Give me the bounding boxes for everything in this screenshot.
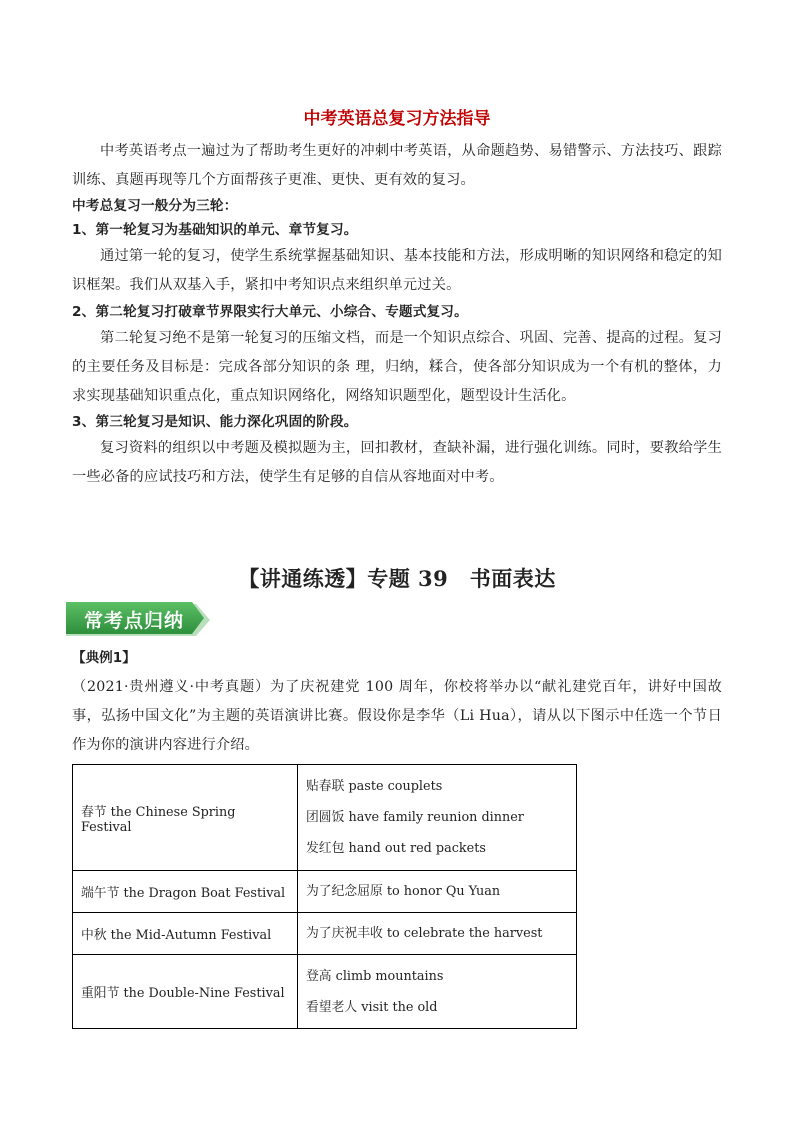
round2-heading: 2、第二轮复习打破章节界限实行大单元、小综合、专题式复习。 [72, 304, 468, 320]
festival-activities-cell [298, 765, 577, 871]
activity-line: 登高 climb mountains [306, 968, 444, 984]
activity-line: 团圆饭 have family reunion dinner [306, 810, 524, 825]
round3-heading: 3、第三轮复习是知识、能力深化巩固的阶段。 [72, 414, 358, 430]
round3-text: 复习资料的组织以中考题及模拟题为主，回扣教材，查缺补漏，进行强化训练。同时，要教给学生一些必备的应试技巧和方法，使学生有足够的自信从容地面对中考。 [72, 440, 722, 485]
topic-title: 【讲通练透】专题 39 书面表达 [238, 566, 556, 591]
section-banner [66, 602, 212, 638]
round2-text: 第二轮复习绝不是第一轮复习的压缩文档，而是一个知识点综合、巩固、完善、提高的过程。复习的主要任务及目标是：完成各部分知识的条 理，归纳，糅合，使各部分知识成为一个有机的整体，力求实现基础知识重点化，重点知识网络化，网络知识题型化，题型设计生活化。 [72, 330, 722, 404]
table-row [73, 913, 577, 955]
example-prompt: （2021·贵州遵义·中考真题）为了庆祝建党 100 周年，你校将举办以“献礼建党百年，讲好中国故事，弘扬中国文化”为主题的英语演讲比赛。假设你是李华（Li Hua），请从以下图示中任选一个节日作为你的演讲内容进行介绍。 [72, 679, 722, 753]
festival-name-cell: 中秋 the Mid-Autumn Festival [73, 913, 298, 955]
activity-line: 为了庆祝丰收 to celebrate the harvest [306, 926, 543, 941]
table-row [73, 765, 577, 871]
document-title: 中考英语总复习方法指导 [303, 109, 491, 129]
festival-table [72, 764, 577, 1029]
round1-heading: 1、第一轮复习为基础知识的单元、章节复习。 [72, 222, 358, 238]
example-label: 【典例1】 [72, 650, 136, 666]
festival-activities-cell [298, 955, 577, 1029]
intro-paragraph: 中考英语考点一遍过为了帮助考生更好的冲刺中考英语，从命题趋势、易错警示、方法技巧、跟踪训练、真题再现等几个方面帮孩子更准、更快、更有效的复习。 [72, 143, 722, 188]
activity-line: 发红包 hand out red packets [306, 841, 486, 856]
festival-name-cell: 重阳节 the Double-Nine Festival [73, 955, 298, 1029]
festival-name-cell: 端午节 the Dragon Boat Festival [73, 871, 298, 913]
activity-line: 为了纪念屈原 to honor Qu Yuan [306, 884, 501, 899]
table-row [73, 955, 577, 1029]
rounds-heading: 中考总复习一般分为三轮： [72, 198, 238, 214]
round1-text: 通过第一轮的复习，使学生系统掌握基础知识、基本技能和方法，形成明晰的知识网络和稳定的知识框架。我们从双基入手，紧扣中考知识点来组织单元过关。 [72, 248, 722, 293]
festival-activities-cell [298, 871, 577, 913]
activity-line: 看望老人 visit the old [306, 999, 438, 1015]
festival-name-cell: 春节 the Chinese Spring Festival [73, 765, 298, 871]
table-row [73, 871, 577, 913]
festival-activities-cell [298, 913, 577, 955]
activity-line: 贴春联 paste couplets [306, 779, 443, 794]
banner-label: 常考点归纳 [83, 610, 184, 632]
